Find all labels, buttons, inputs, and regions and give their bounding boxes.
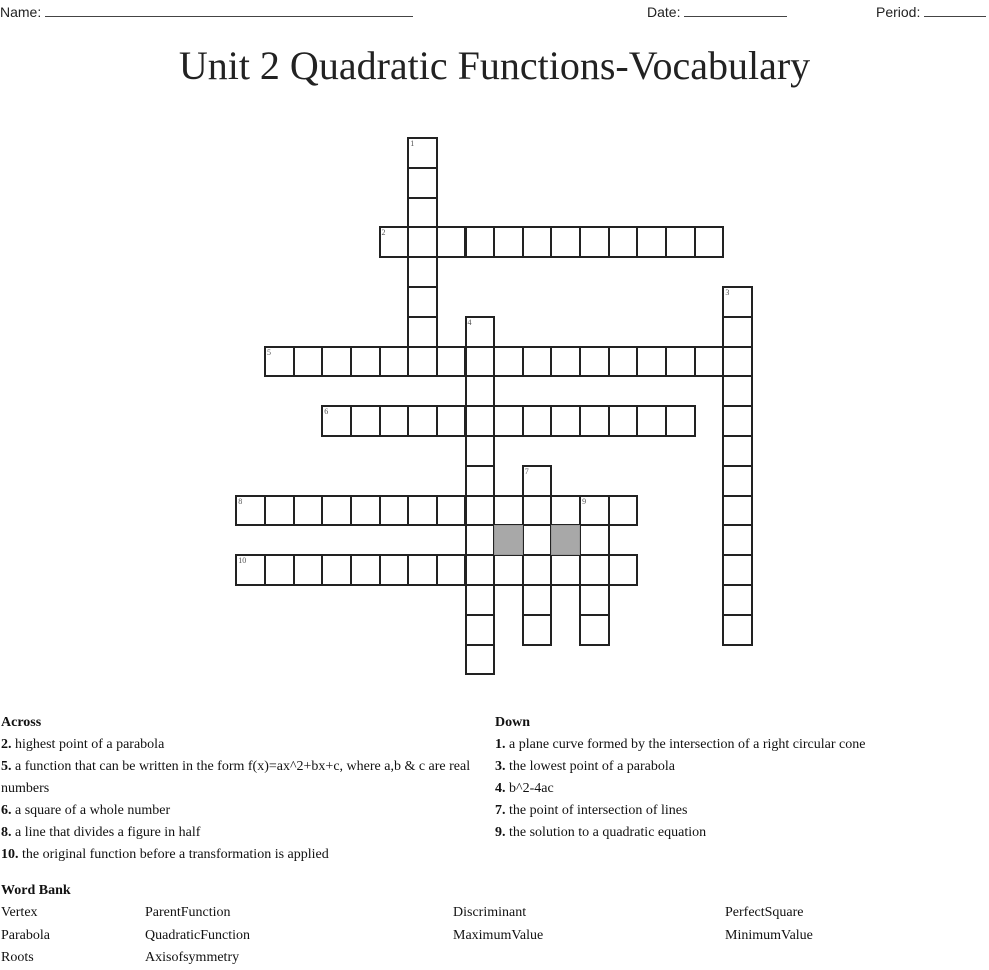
crossword-cell[interactable] <box>379 405 410 437</box>
clue-number-label: 5 <box>266 347 271 357</box>
clue-text: the solution to a quadratic equation <box>505 825 707 840</box>
clue-number: 6. <box>1 803 12 818</box>
crossword-cell[interactable] <box>350 405 381 437</box>
page-title: Unit 2 Quadratic Functions-Vocabulary <box>178 43 811 88</box>
crossword-cell[interactable] <box>350 346 381 378</box>
crossword-cell[interactable] <box>465 554 496 586</box>
crossword-cell[interactable] <box>465 375 496 407</box>
crossword-cell[interactable] <box>722 584 753 616</box>
crossword-cell[interactable] <box>636 405 667 437</box>
crossword-cell[interactable] <box>407 137 438 169</box>
crossword-cell[interactable] <box>350 554 381 586</box>
crossword-cell[interactable] <box>722 405 753 437</box>
crossword-cell[interactable] <box>579 495 610 527</box>
crossword-cell[interactable] <box>321 405 352 437</box>
crossword-cell[interactable] <box>579 584 610 616</box>
crossword-cell[interactable] <box>608 346 639 378</box>
crossword-cell[interactable] <box>407 495 438 527</box>
clue-down-1 <box>495 734 989 756</box>
crossword-cell[interactable] <box>722 524 753 556</box>
crossword-cell[interactable] <box>407 226 438 258</box>
crossword-cell[interactable] <box>522 405 553 437</box>
across-heading: Across <box>1 715 42 730</box>
clue-down-4 <box>495 778 989 800</box>
clue-text: the point of intersection of lines <box>505 803 688 818</box>
crossword-cell[interactable] <box>608 554 639 586</box>
clue-text: a square of a whole number <box>11 803 171 818</box>
crossword-cell[interactable] <box>379 554 410 586</box>
clue-across-8 <box>1 822 496 844</box>
crossword-cell[interactable] <box>235 554 266 586</box>
crossword-cell[interactable] <box>407 405 438 437</box>
word-bank-row <box>1 947 989 970</box>
clue-number-label: 2 <box>381 228 386 238</box>
crossword-cell[interactable] <box>522 465 553 497</box>
word-bank-word: MaximumValue <box>453 927 544 943</box>
crossword-cell[interactable] <box>465 316 496 348</box>
down-heading: Down <box>495 715 531 730</box>
clue-text: a function that can be written in the form f(x)=ax^2+bx+c, where a,b & c are real numbers <box>1 759 471 796</box>
crossword-cell[interactable] <box>264 554 295 586</box>
crossword-cell[interactable] <box>379 226 410 258</box>
word-bank-word: Axisofsymmetry <box>145 950 240 965</box>
crossword-cell[interactable] <box>407 256 438 288</box>
crossword-cell[interactable] <box>608 495 639 527</box>
crossword-cell[interactable] <box>550 405 581 437</box>
crossword-cell[interactable] <box>465 435 496 467</box>
crossword-cell[interactable] <box>235 495 266 527</box>
crossword-cell[interactable] <box>493 495 524 527</box>
clue-across-10 <box>1 844 496 866</box>
crossword-cell[interactable] <box>579 346 610 378</box>
crossword-cell[interactable] <box>465 495 496 527</box>
word-bank-word: ParentFunction <box>145 905 231 920</box>
word-bank-row <box>1 902 989 925</box>
crossword-cell[interactable] <box>465 226 496 258</box>
crossword-cell[interactable] <box>465 584 496 616</box>
clue-text: a line that divides a figure in half <box>11 825 201 840</box>
crossword-cell[interactable] <box>722 375 753 407</box>
crossword-cell[interactable] <box>493 226 524 258</box>
crossword-cell[interactable] <box>465 405 496 437</box>
crossword-cell[interactable] <box>608 226 639 258</box>
crossword-cell[interactable] <box>407 346 438 378</box>
crossword-cell[interactable] <box>436 226 467 258</box>
clue-number: 5. <box>1 759 12 774</box>
crossword-cell[interactable] <box>407 554 438 586</box>
crossword-cell[interactable] <box>493 405 524 437</box>
clue-number: 4. <box>495 781 506 796</box>
word-bank-word: Vertex <box>1 905 38 920</box>
word-bank-word: Parabola <box>1 927 50 943</box>
clue-number: 1. <box>495 737 506 752</box>
crossword-cell[interactable] <box>293 495 324 527</box>
name-label: Name: <box>0 4 42 20</box>
shaded-cell <box>551 525 580 555</box>
across-clues <box>1 712 496 866</box>
word-bank-row <box>1 925 989 948</box>
crossword-cell[interactable] <box>436 346 467 378</box>
date-label: Date: <box>647 4 681 20</box>
clue-number: 8. <box>1 825 12 840</box>
clue-number: 2. <box>1 737 12 752</box>
crossword-cell[interactable] <box>293 346 324 378</box>
crossword-cell[interactable] <box>321 346 352 378</box>
crossword-cell[interactable] <box>321 495 352 527</box>
crossword-cell[interactable] <box>350 495 381 527</box>
word-bank-word: Discriminant <box>453 905 527 920</box>
clue-number-label: 9 <box>582 496 587 506</box>
crossword-cell[interactable] <box>636 226 667 258</box>
crossword-cell[interactable] <box>465 524 496 556</box>
clue-number-label: 7 <box>524 466 529 476</box>
crossword-cell[interactable] <box>321 554 352 586</box>
crossword-cell[interactable] <box>550 346 581 378</box>
crossword-cell[interactable] <box>722 316 753 348</box>
crossword-cell[interactable] <box>522 614 553 646</box>
clue-text: the lowest point of a parabola <box>505 759 676 774</box>
crossword-cell[interactable] <box>722 495 753 527</box>
crossword-cell[interactable] <box>665 405 696 437</box>
crossword-cell[interactable] <box>550 495 581 527</box>
crossword-cell[interactable] <box>522 524 553 556</box>
word-bank <box>1 880 989 970</box>
word-bank-word: QuadraticFunction <box>145 927 250 943</box>
crossword-cell[interactable] <box>493 346 524 378</box>
clue-number-label: 4 <box>467 317 472 327</box>
clue-number: 7. <box>495 803 506 818</box>
crossword-cell[interactable] <box>665 346 696 378</box>
clue-number-label: 3 <box>725 288 730 297</box>
crossword-cell[interactable] <box>407 197 438 229</box>
crossword-cell[interactable] <box>264 495 295 527</box>
clue-text: highest point of a parabola <box>11 737 165 752</box>
crossword-cell[interactable] <box>436 495 467 527</box>
crossword-cell[interactable] <box>407 286 438 318</box>
period-label: Period: <box>876 4 921 20</box>
crossword-cell[interactable] <box>722 465 753 497</box>
word-bank-heading: Word Bank <box>1 883 71 898</box>
crossword-cell[interactable] <box>550 226 581 258</box>
crossword-cell[interactable] <box>722 286 753 318</box>
crossword-cell[interactable] <box>722 435 753 467</box>
crossword-cell[interactable] <box>522 495 553 527</box>
shaded-cell <box>494 525 523 555</box>
crossword-cell[interactable] <box>264 346 295 378</box>
clue-down-3 <box>495 756 989 778</box>
crossword-cell[interactable] <box>665 226 696 258</box>
clue-number-label: 6 <box>324 407 329 417</box>
crossword-cell[interactable] <box>522 584 553 616</box>
clue-number-label: 1 <box>410 139 415 148</box>
crossword-cell[interactable] <box>522 346 553 378</box>
crossword-cell[interactable] <box>522 554 553 586</box>
crossword-cell[interactable] <box>379 495 410 527</box>
crossword-cell[interactable] <box>293 554 324 586</box>
crossword-cell[interactable] <box>407 316 438 348</box>
crossword-cell[interactable] <box>465 644 496 676</box>
clue-down-9 <box>495 822 989 844</box>
crossword-cell[interactable] <box>436 405 467 437</box>
crossword-cell[interactable] <box>579 405 610 437</box>
crossword-cell[interactable] <box>722 614 753 646</box>
crossword-cell[interactable] <box>694 226 725 258</box>
crossword-cell[interactable] <box>722 346 753 378</box>
crossword-cell[interactable] <box>722 554 753 586</box>
clue-number-label: 10 <box>238 556 247 566</box>
crossword-cell[interactable] <box>407 167 438 199</box>
crossword-cell[interactable] <box>636 346 667 378</box>
word-bank-word: MinimumValue <box>725 927 813 943</box>
crossword-cell[interactable] <box>379 346 410 378</box>
clue-down-7 <box>495 800 989 822</box>
clue-across-2 <box>1 734 496 756</box>
clue-text: the original function before a transformation is applied <box>18 847 329 862</box>
clue-across-6 <box>1 800 496 822</box>
crossword-cell[interactable] <box>579 524 610 556</box>
clue-text: a plane curve formed by the intersection of a right circular cone <box>505 737 866 752</box>
crossword-cell[interactable] <box>550 554 581 586</box>
crossword-cell[interactable] <box>579 226 610 258</box>
crossword-cell[interactable] <box>522 226 553 258</box>
crossword-cell[interactable] <box>465 346 496 378</box>
crossword-cell[interactable] <box>465 465 496 497</box>
crossword-cell[interactable] <box>608 405 639 437</box>
crossword-cell[interactable] <box>493 554 524 586</box>
clue-number: 10. <box>1 847 19 862</box>
clue-across-5 <box>1 756 496 800</box>
crossword-cell[interactable] <box>579 614 610 646</box>
word-bank-word: PerfectSquare <box>725 905 804 920</box>
clue-number-label: 8 <box>238 496 243 506</box>
clue-number: 3. <box>495 759 506 774</box>
clue-number: 9. <box>495 825 506 840</box>
word-bank-word: Roots <box>1 950 34 965</box>
crossword-cell[interactable] <box>436 554 467 586</box>
clue-text: b^2-4ac <box>505 781 554 796</box>
crossword-cell[interactable] <box>579 554 610 586</box>
down-clues <box>495 712 989 844</box>
crossword-cell[interactable] <box>694 346 725 378</box>
crossword-cell[interactable] <box>465 614 496 646</box>
